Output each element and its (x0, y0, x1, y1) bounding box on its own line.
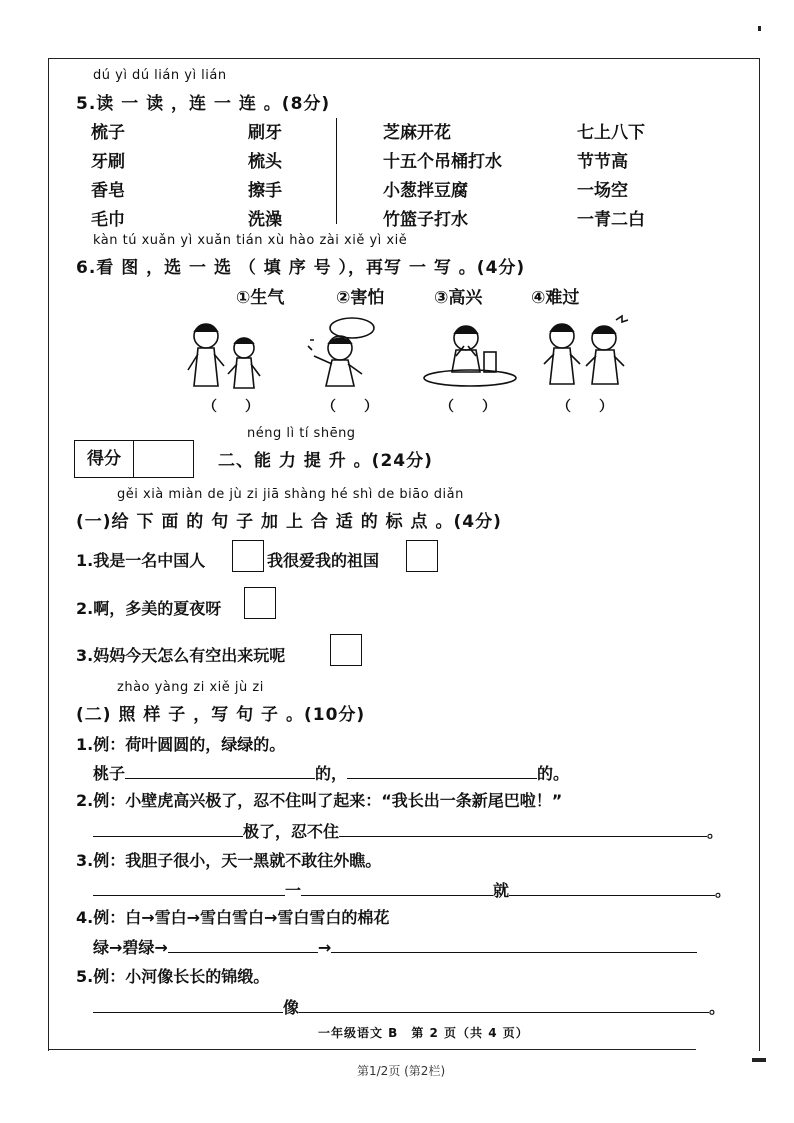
corner-mark (752, 1058, 766, 1062)
line5-mid: 像 (283, 998, 300, 1017)
score-label: 得分 (75, 441, 134, 477)
example-1: 1.例：荷叶圆圆的，绿绿的。 (76, 735, 286, 754)
punct-item-1-b: 我很爱我的祖国 (267, 551, 380, 570)
answer-paren[interactable]: （ ） (322, 399, 378, 415)
line2-mid: 极了，忍不住 (243, 822, 340, 841)
punctuation-box[interactable] (406, 540, 438, 572)
punct-item-3: 3.妈妈今天怎么有空出来玩呢 (76, 646, 286, 665)
line3-mid1: 一 (285, 881, 302, 900)
answer-blank[interactable] (331, 934, 697, 953)
punctuation-box[interactable] (330, 634, 362, 666)
line1-mid: 的， (315, 764, 348, 783)
answer-blank[interactable] (93, 994, 283, 1013)
answer-blank[interactable] (93, 818, 243, 837)
answer-blank[interactable] (168, 934, 318, 953)
q5-ending: 一场空 (577, 181, 628, 201)
q5-left-word: 梳子 (91, 123, 125, 143)
answer-blank[interactable] (347, 760, 537, 779)
q5-ending: 一青二白 (577, 210, 645, 230)
part2-pinyin: zhào yàng zi xiě jù zi (117, 680, 264, 695)
section2-title: 二、能 力 提 升 。(24分) (218, 451, 433, 471)
q5-left-word: 毛巾 (91, 210, 125, 230)
example-5: 5.例：小河像长长的锦缎。 (76, 967, 270, 986)
punct-item-1-a: 1.我是一名中国人 (76, 551, 206, 570)
answer-paren[interactable]: （ ） (203, 399, 259, 415)
line2-end: 。 (707, 822, 724, 841)
q6-option: ②害怕 (336, 288, 385, 308)
answer-line-3 (93, 877, 731, 901)
corner-mark (758, 26, 761, 31)
q6-pinyin: kàn tú xuǎn yì xuǎn tián xù hào zài xiě yì xiě (93, 233, 408, 248)
answer-paren[interactable]: （ ） (557, 399, 613, 415)
q5-left-word: 香皂 (91, 181, 125, 201)
q6-option: ①生气 (236, 288, 285, 308)
answer-blank[interactable] (93, 877, 285, 896)
q5-ending: 节节高 (577, 152, 628, 172)
q5-middle-word: 梳头 (248, 152, 282, 172)
q5-middle-word: 洗澡 (248, 210, 282, 230)
q5-phrase: 芝麻开花 (383, 123, 451, 143)
score-box (74, 440, 194, 478)
q5-divider (336, 118, 337, 224)
section2-pinyin: néng lì tí shēng (247, 426, 356, 441)
q5-phrase: 十五个吊桶打水 (383, 152, 502, 172)
part1-pinyin: gěi xià miàn de jù zi jiā shàng hé shì de biāo diǎn (117, 487, 464, 502)
q5-phrase: 竹篮子打水 (383, 210, 468, 230)
punctuation-box[interactable] (232, 540, 264, 572)
q5-phrase: 小葱拌豆腐 (383, 181, 468, 201)
answer-line-2 (93, 818, 723, 842)
line3-end: 。 (715, 881, 732, 900)
answer-paren[interactable]: （ ） (440, 399, 496, 415)
q5-middle-word: 擦手 (248, 181, 282, 201)
q6-title: 6.看 图 ，选 一 选 （ 填 序 号 ），再写 一 写 。(4分) (76, 258, 526, 278)
q6-option: ③高兴 (434, 288, 483, 308)
punctuation-box[interactable] (244, 587, 276, 619)
answer-blank[interactable] (339, 818, 707, 837)
answer-line-4 (93, 934, 697, 958)
line1-end: 的。 (537, 764, 570, 783)
line1-start: 桃子 (93, 764, 126, 783)
page-indicator: 第1/2页 (第2栏) (357, 1064, 446, 1078)
q5-title: 5.读 一 读 ，连 一 连 。(8分) (76, 94, 331, 114)
example-3: 3.例：我胆子很小，天一黑就不敢往外瞧。 (76, 851, 382, 870)
page-frame-bottom (48, 1049, 696, 1050)
line3-mid2: 就 (493, 881, 510, 900)
answer-line-5 (93, 994, 725, 1018)
q5-left-word: 牙刷 (91, 152, 125, 172)
crying-girl-at-table-picture (420, 316, 520, 394)
line4-start: 绿→碧绿→ (93, 938, 168, 957)
q6-option: ④难过 (531, 288, 580, 308)
two-girls-angry-picture (538, 314, 630, 390)
answer-blank[interactable] (125, 760, 315, 779)
two-girls-arguing-picture (180, 318, 270, 394)
answer-blank[interactable] (301, 877, 493, 896)
q5-pinyin: dú yì dú lián yì lián (93, 68, 227, 83)
line4-arrow: → (317, 938, 332, 957)
line5-end: 。 (709, 998, 726, 1017)
part2-title: (二) 照 样 子 ，写 句 子 。(10分) (76, 705, 366, 725)
answer-blank[interactable] (299, 994, 709, 1013)
answer-blank[interactable] (509, 877, 715, 896)
example-4: 4.例：白→雪白→雪白雪白→雪白雪白的棉花 (76, 908, 390, 927)
q5-ending: 七上八下 (577, 123, 645, 143)
answer-line-1 (93, 760, 569, 784)
example-2: 2.例：小壁虎高兴极了，忍不住叫了起来：“我长出一条新尾巴啦！” (76, 791, 563, 810)
punct-item-2: 2.啊，多美的夏夜呀 (76, 599, 222, 618)
page-footer: 一年级语文 B 第 2 页（共 4 页） (318, 1026, 529, 1040)
part1-title: (一)给 下 面 的 句 子 加 上 合 适 的 标 点 。(4分) (76, 512, 502, 532)
scared-girl-picture (300, 316, 382, 390)
q5-middle-word: 刷牙 (248, 123, 282, 143)
